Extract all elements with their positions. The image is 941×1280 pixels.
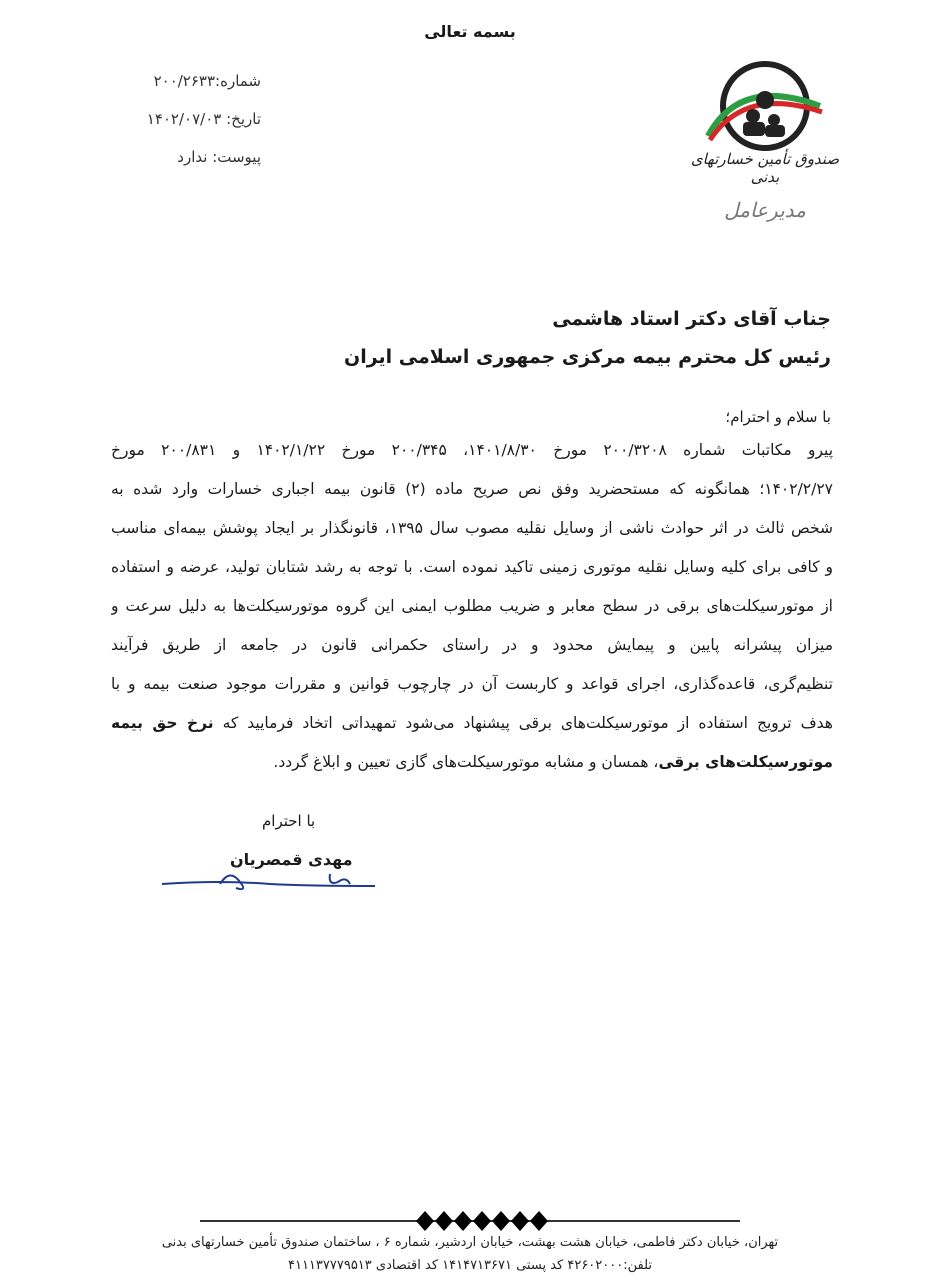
closing: با احترام — [262, 812, 316, 830]
body-line: از موتورسیکلت‌های برقی در سطح معابر و ضریب مطلوب ایمنی این گروه موتورسیکلت‌ها به دلیل سرعت و — [111, 597, 833, 615]
body-line — [273, 752, 833, 772]
body-line — [111, 713, 833, 733]
body-line: شخص ثالث در اثر حوادث ناشی از وسایل نقلیه مصوب سال ۱۳۹۵، قانونگذار بر ایجاد پوشش بیمه‌ای مناسب — [111, 519, 833, 537]
body-line: تنظیم‌گری، قاعده‌گذاری، اجرای قواعد و کاربست آن در چارچوب قوانین و مقررات موجود صنعت بیمه و با — [111, 675, 833, 693]
letter-number: شماره:۲۰۰/۲۶۳۳ — [153, 72, 261, 90]
body-text: ، همسان و مشابه موتورسیکلت‌های گازی تعیین و ابلاغ گردد. — [273, 753, 659, 771]
footer-diamond-ornament — [415, 1210, 550, 1232]
logo-figure-left-body — [743, 122, 765, 136]
logo-figure-left — [746, 109, 760, 123]
addressee-name: جناب آقای دکتر استاد هاشمی — [552, 308, 831, 330]
logo-org-name: صندوق تأمین خسارتهای بدنی — [690, 150, 840, 186]
body-emphasis: نرخ حق بیمه — [111, 714, 214, 732]
letter-date: تاریخ: ۱۴۰۲/۰۷/۰۳ — [146, 110, 261, 128]
body-line: ۱۴۰۲/۲/۲۷؛ همانگونه که مستحضرید وفق نص صریح ماده (۲) قانون بیمه اجباری خسارات وارد شده به — [111, 480, 833, 498]
handwritten-signature — [160, 862, 380, 902]
body-line: پیرو مکاتبات شماره ۲۰۰/۳۲۰۸ مورخ ۱۴۰۱/۸/۳۰، ۲۰۰/۳۴۵ مورخ ۱۴۰۲/۱/۲۲ و ۲۰۰/۸۳۱ مورخ — [111, 441, 833, 459]
body-line: میزان پیشرانه پایین و پیمایش محدود و در راستای حکمرانی قانون در جامعه از طریق فرآیند — [111, 636, 833, 654]
logo-title: مدیرعامل — [724, 198, 806, 222]
body-line: و کافی برای کلیه وسایل نقلیه موتوری زمینی تاکید نموده است. با توجه به رشد شتابان تولید، عرضه و استفاده — [111, 558, 833, 576]
greeting: با سلام و احترام؛ — [725, 408, 831, 426]
signer-name: مهدی قمصریان — [230, 850, 353, 869]
body-emphasis: موتورسیکلت‌های برقی — [658, 753, 833, 771]
logo-figure-head — [756, 91, 774, 109]
footer-address: تهران، خیابان دکتر فاطمی، خیابان هشت بهشت، خیابان اردشیر، شماره ۶ ، ساختمان صندوق تأمین خسارتهای بدنی — [161, 1235, 779, 1250]
body-text: هدف ترویج استفاده از موتورسیکلت‌های برقی پیشنهاد می‌شود تمهیداتی اتخاد فرمایید که — [213, 714, 833, 732]
addressee-title: رئیس کل محترم بیمه مرکزی جمهوری اسلامی ایران — [343, 346, 831, 368]
footer-contact: تلفن:۴۲۶۰۲۰۰۰ کد پستی ۱۴۱۴۷۱۳۶۷۱ کد اقتصادی ۴۱۱۱۳۷۷۷۹۵۱۳ — [287, 1258, 652, 1273]
invocation-heading: بسمه تعالی — [424, 22, 516, 41]
logo-figure-right-body — [765, 125, 785, 137]
logo-figure-right — [768, 114, 780, 126]
letter-attachment: پیوست: ندارد — [177, 148, 261, 166]
